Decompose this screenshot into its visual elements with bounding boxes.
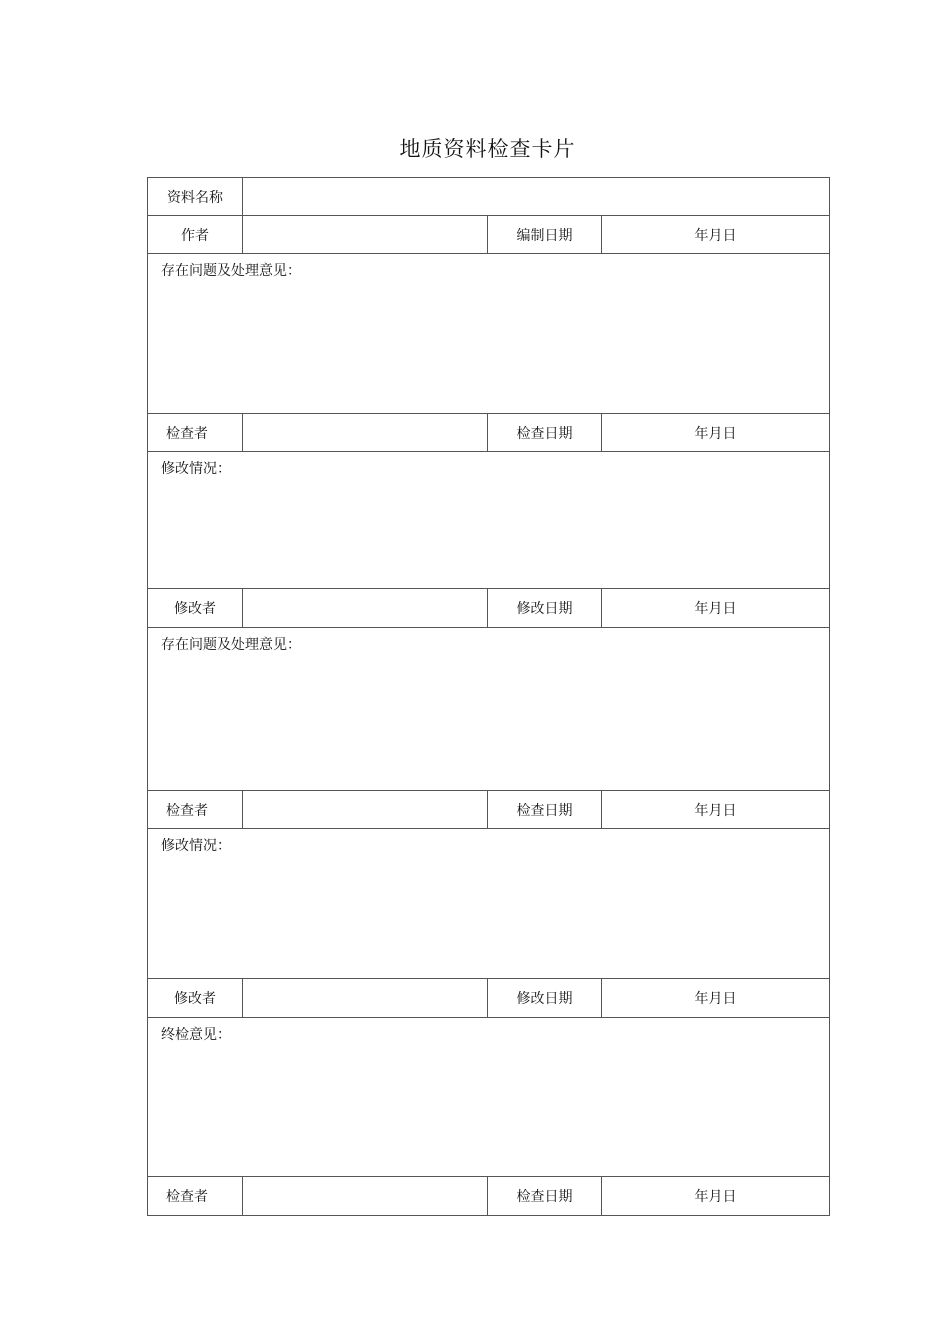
section-area-row xyxy=(148,254,830,414)
inspector-label: 检查者 xyxy=(148,414,243,452)
author-label: 作者 xyxy=(148,216,243,254)
reviser-label: 修改者 xyxy=(148,589,243,628)
section-sign-row xyxy=(148,589,830,628)
compile-date-field[interactable]: 年月日 xyxy=(602,216,830,254)
inspector-label: 检查者 xyxy=(148,791,243,829)
section-sign-row xyxy=(148,1177,830,1216)
issues-opinion-area[interactable]: 存在问题及处理意见： xyxy=(148,254,830,414)
revision-status-area[interactable]: 修改情况： xyxy=(148,452,830,589)
inspect-date-field[interactable]: 年月日 xyxy=(602,1177,830,1216)
name-field[interactable] xyxy=(243,178,830,216)
revise-date-label: 修改日期 xyxy=(488,979,602,1018)
reviser-label: 修改者 xyxy=(148,979,243,1018)
reviser-field[interactable] xyxy=(243,979,488,1018)
inspect-date-label: 检查日期 xyxy=(488,791,602,829)
section-area-row xyxy=(148,829,830,979)
page-title: 地质资料检查卡片 xyxy=(399,137,576,161)
inspect-date-label: 检查日期 xyxy=(488,414,602,452)
inspect-date-label: 检查日期 xyxy=(488,1177,602,1216)
section-sign-row xyxy=(148,979,830,1018)
inspect-date-field[interactable]: 年月日 xyxy=(602,414,830,452)
inspector-label: 检查者 xyxy=(148,1177,243,1216)
section-area-row xyxy=(148,628,830,791)
name-row xyxy=(148,178,830,216)
author-row xyxy=(148,216,830,254)
section-sign-row xyxy=(148,414,830,452)
revise-date-label: 修改日期 xyxy=(488,589,602,628)
reviser-field[interactable] xyxy=(243,589,488,628)
revise-date-field[interactable]: 年月日 xyxy=(602,589,830,628)
section-area-row xyxy=(148,1018,830,1177)
section-sign-row xyxy=(148,791,830,829)
inspection-card-table xyxy=(147,177,830,1216)
final-inspection-area[interactable]: 终检意见： xyxy=(148,1018,830,1177)
author-field[interactable] xyxy=(243,216,488,254)
compile-date-label: 编制日期 xyxy=(488,216,602,254)
inspector-field[interactable] xyxy=(243,1177,488,1216)
revision-status-area[interactable]: 修改情况： xyxy=(148,829,830,979)
inspector-field[interactable] xyxy=(243,791,488,829)
inspect-date-field[interactable]: 年月日 xyxy=(602,791,830,829)
section-area-row xyxy=(148,452,830,589)
name-label: 资料名称 xyxy=(148,178,243,216)
issues-opinion-area[interactable]: 存在问题及处理意见： xyxy=(148,628,830,791)
revise-date-field[interactable]: 年月日 xyxy=(602,979,830,1018)
inspector-field[interactable] xyxy=(243,414,488,452)
